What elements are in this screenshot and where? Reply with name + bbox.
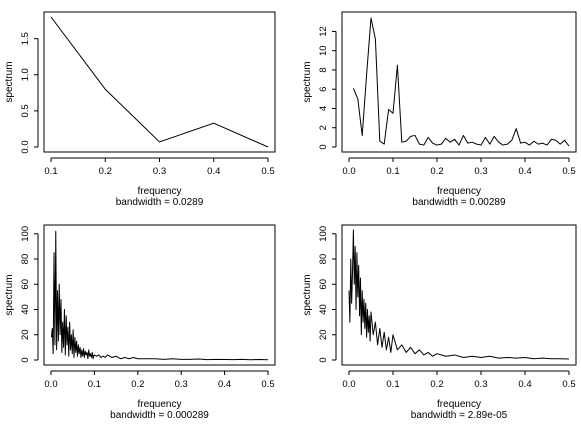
- x-axis: [44, 371, 274, 390]
- y-tick-label: 60: [20, 278, 31, 290]
- y-axis: [318, 226, 336, 363]
- x-tick-label: 0.2: [98, 166, 112, 177]
- x-axis: [44, 158, 274, 177]
- y-tick-label: 80: [318, 253, 329, 265]
- y-tick-label: 0: [318, 144, 329, 150]
- x-tick-label: 0.0: [44, 379, 58, 390]
- x-tick-label: 0.1: [386, 379, 400, 390]
- x-tick-label: 0.5: [261, 379, 275, 390]
- y-axis: [318, 26, 336, 149]
- y-tick-label: 0: [318, 357, 329, 363]
- x-tick-label: 0.0: [342, 379, 356, 390]
- x-axis-title: frequency: [437, 399, 481, 410]
- y-tick-label: 60: [318, 278, 329, 290]
- x-axis-title: frequency: [437, 186, 481, 197]
- x-tick-label: 0.3: [474, 379, 488, 390]
- x-axis: [342, 158, 575, 177]
- x-tick-label: 0.1: [386, 166, 400, 177]
- chart-panel-1: [4, 12, 275, 208]
- x-tick-label: 0.1: [87, 379, 102, 390]
- x-axis-title: frequency: [137, 399, 182, 410]
- y-tick-label: 20: [20, 329, 31, 341]
- y-tick-label: 40: [20, 304, 31, 315]
- y-tick-label: 2: [318, 125, 329, 131]
- bandwidth-label: bandwidth = 0.0289: [115, 197, 204, 208]
- chart-panel-2: [302, 12, 576, 208]
- chart-panel-3: [4, 225, 275, 421]
- x-axis-title: frequency: [137, 186, 182, 197]
- y-axis: [20, 226, 38, 363]
- y-axis-title: spectrum: [302, 274, 313, 316]
- y-tick-label: 0.5: [20, 104, 31, 118]
- bandwidth-label: bandwidth = 0.00289: [412, 197, 506, 208]
- spectrum-line-1: [51, 231, 268, 359]
- spectrum-line-1: [51, 17, 268, 147]
- y-tick-label: 12: [318, 26, 329, 37]
- y-tick-label: 0.0: [20, 140, 31, 154]
- y-axis-title: spectrum: [4, 274, 15, 316]
- spectrum-line-1: [353, 18, 569, 146]
- y-axis-title: spectrum: [302, 61, 313, 103]
- x-tick-label: 0.4: [207, 166, 221, 177]
- x-tick-label: 0.1: [44, 166, 58, 177]
- bandwidth-label: bandwidth = 0.000289: [110, 410, 209, 421]
- y-tick-label: 4: [318, 105, 329, 112]
- plot-frame: [44, 225, 275, 365]
- x-tick-label: 0.3: [474, 166, 488, 177]
- y-tick-label: 1.0: [20, 68, 31, 82]
- y-tick-label: 8: [318, 67, 329, 73]
- y-tick-label: 40: [318, 304, 329, 315]
- plot-frame: [44, 12, 275, 152]
- chart-panel-4: [302, 225, 576, 421]
- y-tick-label: 10: [318, 45, 329, 56]
- y-tick-label: 0: [20, 357, 31, 363]
- y-tick-label: 20: [318, 329, 329, 341]
- x-tick-label: 0.3: [174, 379, 188, 390]
- y-axis-title: spectrum: [4, 61, 15, 103]
- x-tick-label: 0.5: [562, 166, 576, 177]
- x-tick-label: 0.3: [152, 166, 167, 177]
- x-tick-label: 0.2: [430, 379, 444, 390]
- x-tick-label: 0.5: [562, 379, 576, 390]
- y-tick-label: 100: [318, 225, 329, 242]
- x-tick-label: 0.2: [131, 379, 145, 390]
- x-tick-label: 0.2: [430, 166, 444, 177]
- y-axis: [20, 32, 38, 154]
- y-tick-label: 80: [20, 253, 31, 265]
- x-tick-label: 0.4: [518, 166, 532, 177]
- x-tick-label: 0.4: [518, 379, 532, 390]
- y-tick-label: 100: [20, 225, 31, 242]
- x-tick-label: 0.5: [261, 166, 275, 177]
- y-tick-label: 6: [318, 86, 329, 92]
- y-tick-label: 1.5: [20, 32, 31, 46]
- x-tick-label: 0.4: [217, 379, 232, 390]
- x-tick-label: 0.0: [342, 166, 356, 177]
- x-axis: [342, 371, 575, 390]
- spectrum-line-1: [349, 230, 569, 359]
- bandwidth-label: bandwidth = 2.89e-05: [410, 410, 508, 421]
